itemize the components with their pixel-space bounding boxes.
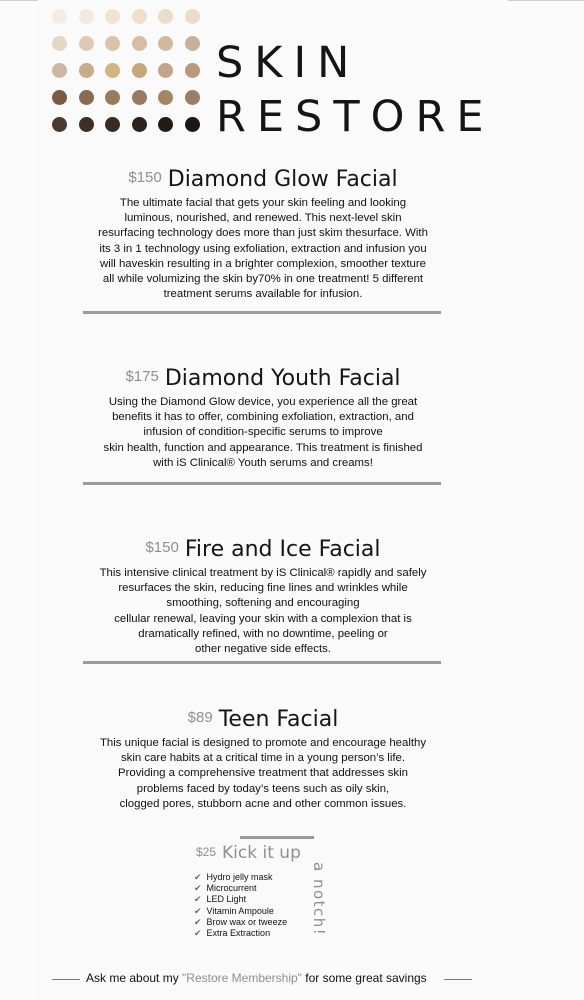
checkmark-icon: ✔ (194, 894, 202, 905)
addon-item-label: Extra Extraction (206, 928, 271, 939)
swatch-dot (158, 36, 173, 51)
description-line: will haveskin resulting in a brighter complexion, smoother texture (99, 257, 427, 270)
addon-item-label: Vitamin Ampoule (206, 905, 274, 916)
checkmark-icon: ✔ (194, 883, 202, 894)
service-title: Diamond Youth Facial (164, 366, 401, 391)
footer-highlight: "Restore Membership" (182, 971, 302, 985)
description-line: resurfaces the skin, reducing fine lines and wrinkles while (118, 582, 408, 595)
swatch-dot (79, 63, 94, 78)
service-price: $150 (128, 169, 162, 186)
swatch-dot (105, 36, 120, 51)
list-item (194, 883, 287, 894)
swatch-dot (79, 117, 94, 132)
footer-text-before: Ask me about my (86, 971, 183, 985)
footer-rule-right (444, 979, 472, 980)
swatch-dot (105, 63, 120, 78)
service-heading (56, 166, 470, 196)
description-line: clogged pores, stubborn acne and other common issues. (119, 797, 407, 810)
description-line: treatment serums available for infusion. (163, 288, 363, 301)
swatch-dot (52, 36, 67, 51)
swatch-dot (158, 90, 173, 105)
addon-box (194, 836, 344, 946)
swatch-dot (132, 63, 147, 78)
list-item (194, 894, 287, 905)
checkmark-icon: ✔ (194, 916, 202, 927)
list-item (194, 928, 287, 939)
description-line: Using the Diamond Glow device, you experience all the great (108, 396, 418, 408)
list-item (194, 906, 287, 917)
addon-item-label: LED Light (206, 894, 247, 905)
description-line: smoothing, softening and encouraging (166, 597, 360, 610)
swatch-dot (158, 63, 173, 78)
swatch-dot (105, 90, 120, 105)
swatch-dot (79, 36, 94, 51)
description-line: problems faced by today’s teens such as oily skin, (136, 782, 390, 795)
swatch-dot (185, 63, 200, 78)
description-line: dramatically refined, with no downtime, peeling or (138, 627, 388, 640)
addon-item-label: Microcurrent (206, 883, 257, 894)
service-diamond-glow (56, 166, 470, 302)
list-item (194, 872, 287, 883)
description-line: The ultimate facial that gets your skin feeling and looking (119, 197, 407, 209)
brand-line-1: SKIN (216, 38, 361, 88)
description-line: luminous, nourished, and renewed. This next-level skin (124, 212, 402, 225)
swatch-dot (132, 90, 147, 105)
service-heading (56, 536, 470, 566)
addon-vertical-text: a notch! (310, 862, 328, 937)
description-line: resurfacing technology does more than just skim thesurface. With (98, 227, 428, 240)
swatch-dot (185, 117, 200, 132)
section-divider (83, 311, 441, 314)
checkmark-icon: ✔ (194, 928, 202, 939)
swatch-dot (105, 9, 120, 24)
swatch-dot (52, 90, 67, 105)
service-title: Teen Facial (218, 707, 339, 732)
service-price: $89 (187, 709, 213, 726)
service-description (56, 736, 470, 812)
description-line: with iS Clinical® Youth serums and creams! (153, 456, 373, 469)
service-title: Diamond Glow Facial (167, 167, 398, 192)
footer-banner (52, 970, 472, 988)
swatch-dot (132, 117, 147, 132)
service-title: Fire and Ice Facial (184, 537, 381, 562)
service-diamond-youth (56, 365, 470, 471)
footer-text-after: for some great savings (301, 971, 427, 985)
brand-line-2: RESTORE (216, 92, 495, 142)
footer-text (86, 971, 427, 985)
swatch-dot (52, 9, 67, 24)
swatch-dot (52, 63, 67, 78)
footer-rule-left (52, 979, 80, 980)
description-line: This unique facial is designed to promote and encourage healthy (99, 737, 427, 749)
description-line: its 3 in 1 technology using exfoliation, extraction and infusion you (99, 242, 427, 255)
service-teen-facial (56, 706, 470, 812)
service-heading (56, 706, 470, 736)
section-divider (83, 661, 441, 664)
service-description (56, 566, 470, 657)
service-price: $150 (145, 539, 179, 556)
swatch-dot (185, 90, 200, 105)
swatch-dot (132, 9, 147, 24)
swatch-dots-icon (52, 9, 212, 139)
swatch-dot (79, 90, 94, 105)
description-line: benefits it has to offer, combining exfoliation, extraction, and (112, 411, 414, 424)
brand-wordmark (216, 36, 495, 144)
description-line: all while volumizing the skin by70% in one treatment! 5 different (102, 273, 424, 286)
addon-top-bar (240, 836, 314, 839)
description-line: cellular renewal, leaving your skin with a complexion that is (114, 612, 412, 625)
description-line: Providing a comprehensive treatment that addresses skin (118, 767, 408, 780)
checkmark-icon: ✔ (194, 905, 202, 916)
swatch-dot (158, 9, 173, 24)
service-fire-and-ice (56, 536, 470, 657)
swatch-dot (185, 36, 200, 51)
service-description (56, 196, 470, 302)
service-heading (56, 365, 470, 395)
addon-list (194, 872, 287, 939)
description-line: other negative side effects. (195, 643, 331, 656)
addon-price: $25 (196, 845, 217, 859)
swatch-dot (185, 9, 200, 24)
swatch-dot (132, 36, 147, 51)
addon-item-label: Hydro jelly mask (206, 872, 273, 882)
swatch-dot (52, 117, 67, 132)
swatch-dot (158, 117, 173, 132)
service-description (56, 395, 470, 471)
list-item (194, 917, 287, 928)
description-line: infusion of condition-specific serums to improve (143, 426, 383, 439)
swatch-dot (105, 117, 120, 132)
description-line: skin care habits at a critical time in a young person’s life. (120, 752, 406, 765)
addon-heading (196, 843, 301, 863)
addon-item-label: Brow wax or tweeze (206, 916, 288, 927)
swatch-dot (79, 9, 94, 24)
section-divider (83, 482, 441, 485)
description-line: This intensive clinical treatment by iS Clinical® rapidly and safely (99, 567, 427, 579)
addon-title: Kick it up (222, 843, 301, 863)
checkmark-icon: ✔ (194, 872, 202, 882)
service-price: $175 (125, 368, 159, 385)
description-line: skin health, function and appearance. This treatment is finished (103, 441, 423, 454)
